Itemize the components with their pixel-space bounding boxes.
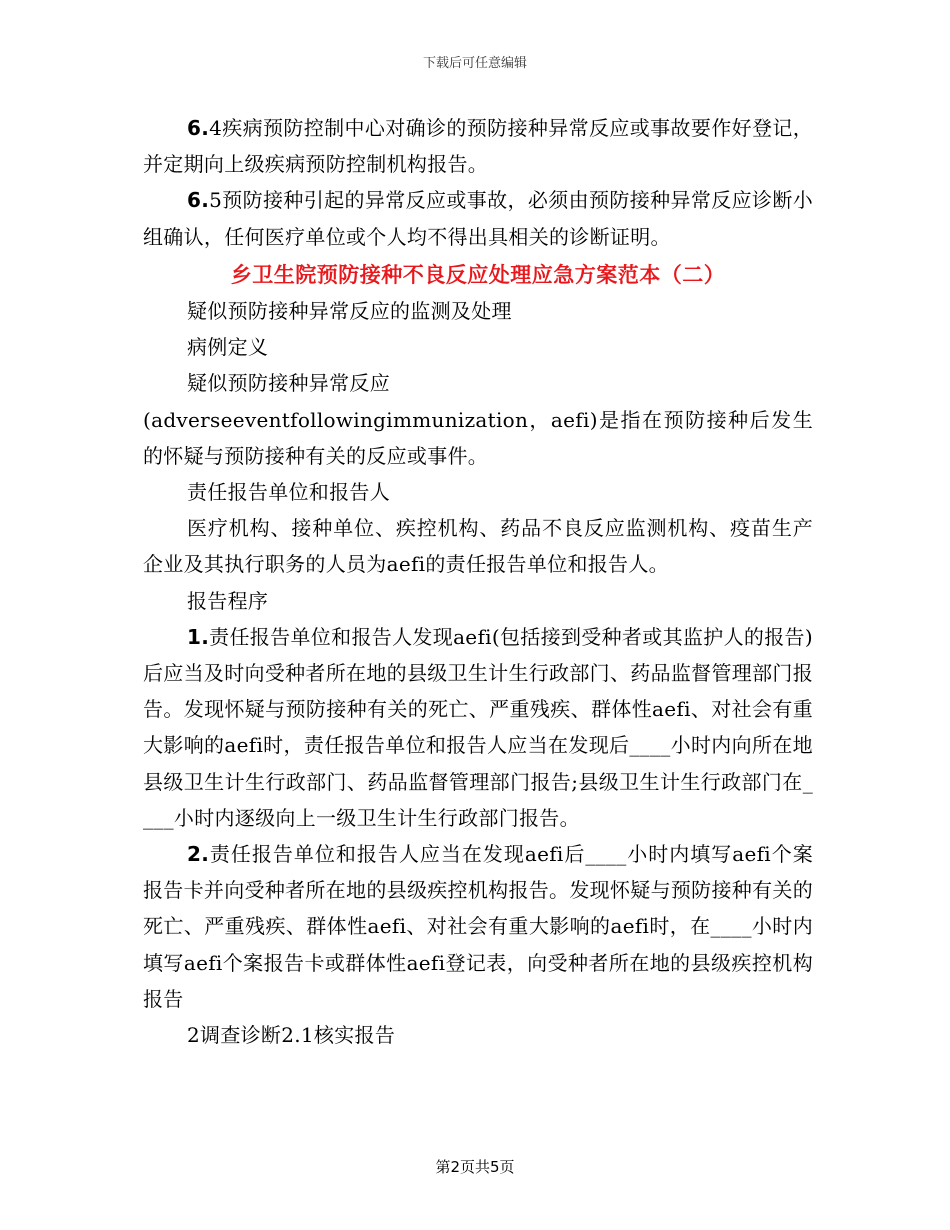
paragraph-number: 1. <box>187 624 210 649</box>
paragraph-text: 责任报告单位和报告人应当在发现aefi后____小时内填写aefi个案报告卡并向受种者所在地的县级疾控机构报告。发现怀疑与预防接种有关的死亡、严重残疾、群体性aefi、对社会有重大影响的aefi时，在____小时内填写aefi个案报告卡或群体性aefi登记表，向受种者所在地的县级疾控机构报告 <box>143 842 813 1011</box>
paragraph-procedure-2 <box>143 836 813 1017</box>
paragraph-6-5 <box>143 182 813 254</box>
heading-monitoring: 疑似预防接种异常反应的监测及处理 <box>187 299 512 324</box>
paragraph-text: 5预防接种引起的异常反应或事故，必须由预防接种异常反应诊断小组确认，任何医疗单位或个人均不得出具相关的诊断证明。 <box>143 188 813 249</box>
paragraph-6-4 <box>143 110 813 182</box>
paragraph-number: 6. <box>187 188 210 213</box>
paragraph-number: 2. <box>187 842 210 867</box>
page-header: 下载后可任意编辑 <box>422 56 527 71</box>
heading-aefi: 疑似预防接种异常反应 <box>187 371 390 396</box>
section-title: 乡卫生院预防接种不良反应处理应急方案范本（二） <box>230 262 726 287</box>
document-body <box>143 110 813 1053</box>
paragraph-text: 4疾病预防控制中心对确诊的预防接种异常反应或事故要作好登记，并定期向上级疾病预防控制机构报告。 <box>143 116 813 177</box>
page-footer: 第2页共5页 <box>435 1158 515 1176</box>
paragraph-investigation: 2调查诊断2.1核实报告 <box>187 1023 396 1048</box>
heading-case-definition: 病例定义 <box>187 335 269 360</box>
heading-reporting-units: 责任报告单位和报告人 <box>187 480 390 505</box>
heading-reporting-procedure: 报告程序 <box>187 588 269 613</box>
paragraph-text: 责任报告单位和报告人发现aefi(包括接到受种者或其监护人的报告)后应当及时向受种者所在地的县级卫生计生行政部门、药品监督管理部门报告。发现怀疑与预防接种有关的死亡、严重残疾、群体性aefi、对社会有重大影响的aefi时，责任报告单位和报告人应当在发现后____小时内向所在地县级卫生计生行政部门、药品监督管理部门报告;县级卫生计生行政部门在____小时内逐级向上一级卫生计生行政部门报告。 <box>143 624 813 830</box>
paragraph-reporting-units: 医疗机构、接种单位、疾控机构、药品不良反应监测机构、疫苗生产企业及其执行职务的人员为aefi的责任报告单位和报告人。 <box>143 516 813 577</box>
paragraph-procedure-1 <box>143 619 813 836</box>
paragraph-aefi-definition: (adverseeventfollowingimmunization，aefi)是指在预防接种后发生的怀疑与预防接种有关的反应或事件。 <box>143 407 813 468</box>
paragraph-number: 6. <box>187 116 210 140</box>
